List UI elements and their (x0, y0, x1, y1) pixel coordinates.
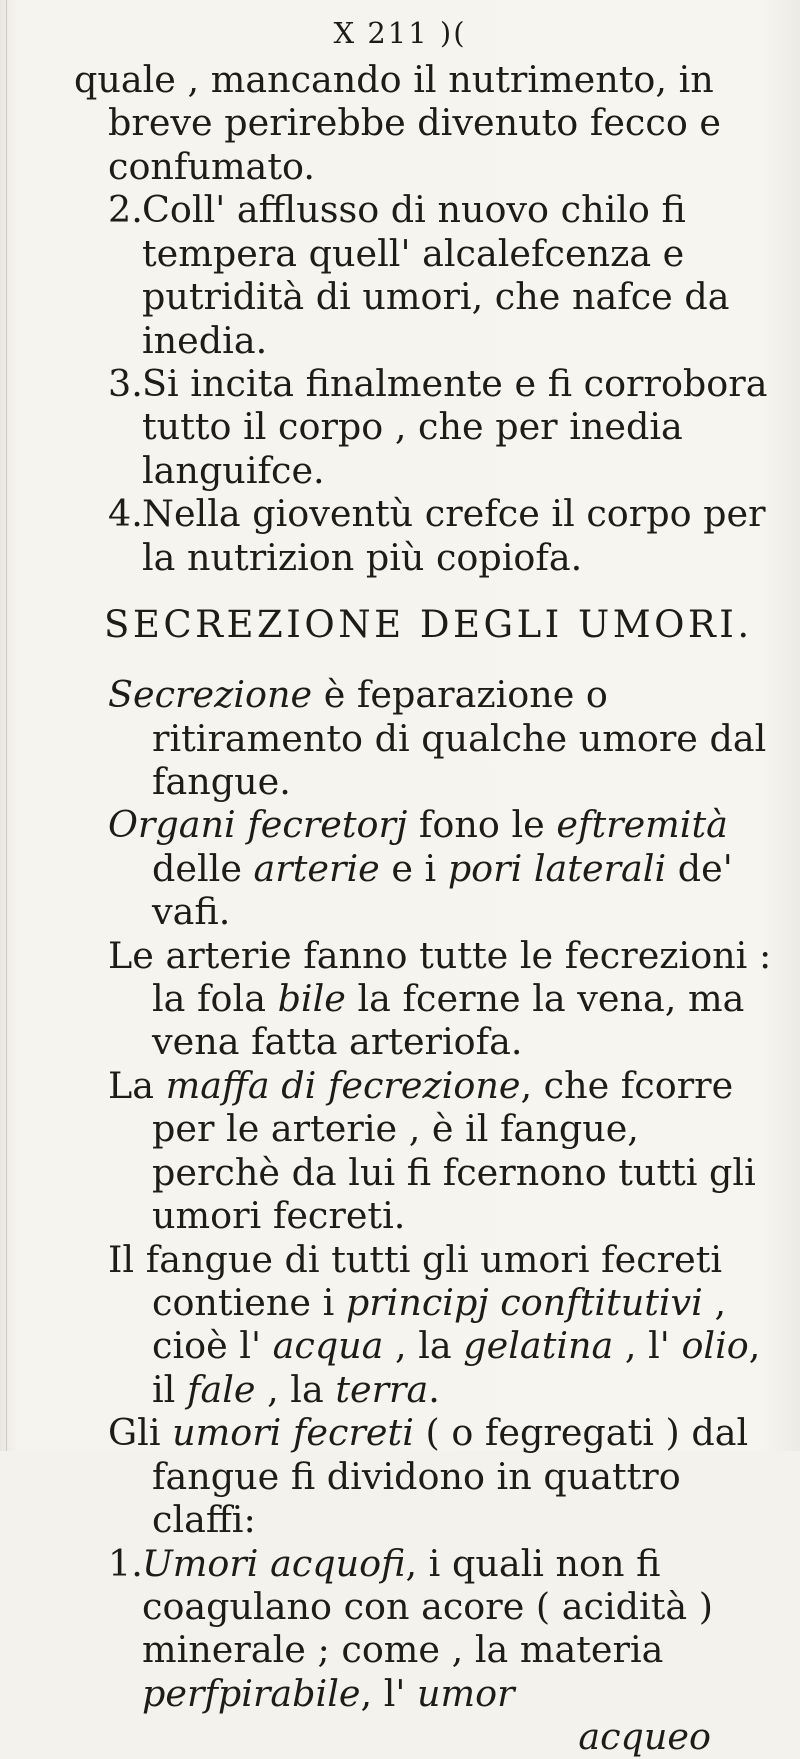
term: olio (681, 1324, 749, 1368)
continuation-paragraph (74, 58, 773, 188)
text-run: La (108, 1063, 166, 1107)
item-text: Nella gioventù crefce il corpo per la nutrizion più copiofa. (142, 492, 766, 579)
term: umor (417, 1671, 515, 1715)
text-run: , cioè l' (152, 1280, 727, 1368)
page-body (74, 58, 773, 1759)
term: maffa di fecrezione (165, 1063, 521, 1107)
term: pori laterali (447, 846, 667, 890)
term: fale (186, 1367, 256, 1411)
definition-secrezione (108, 673, 773, 803)
term: Umori acquofi (142, 1541, 406, 1585)
definition-umori-secreti (108, 1411, 773, 1541)
term: Secrezione (108, 673, 313, 717)
text-run: . (428, 1367, 440, 1411)
text-run: , che fcorre per le arterie , è il fangue, perchè da lui fi fcernono tutti gli umori fecreti. (152, 1063, 756, 1238)
term: umori fecreti (172, 1411, 414, 1455)
text-run: , i quali non fi coagulano con acore ( acidità ) minerale ; come , la materia (142, 1541, 713, 1672)
text-run: la fcerne la vena, ma vena fatta arteriofa. (152, 977, 745, 1064)
item-number: 3. (108, 361, 143, 405)
binding-edge (6, 0, 7, 1451)
text-run: , l' (613, 1324, 682, 1368)
text-run: , l' (360, 1671, 417, 1715)
text-run: e i (379, 846, 448, 890)
term: terra (335, 1367, 429, 1411)
list-item-4 (108, 492, 773, 579)
definition-massa (108, 1064, 773, 1238)
text-run: , il (152, 1324, 761, 1411)
text-run: Il fangue di tutti gli umori fecreti contiene i (108, 1237, 723, 1324)
term: gelatina (463, 1324, 614, 1368)
list-item-3 (108, 362, 773, 492)
item-number: 2. (108, 188, 143, 232)
item-text: Coll' afflusso di nuovo chilo fi tempera quell' alcalefcenza e putridità di umori, che nafce da inedia. (142, 188, 730, 362)
term: bile (277, 977, 346, 1021)
definition-arterie (108, 934, 773, 1064)
continuation-text: quale , mancando il nutrimento, in breve perirebbe divenuto fecco e confumato. (74, 58, 721, 188)
term: perfpirabile (142, 1671, 361, 1715)
term: Organi fecretorj (108, 803, 408, 847)
text-run: delle (152, 846, 254, 890)
term: principj conftitutivi (345, 1280, 703, 1324)
text-run: , la (383, 1324, 464, 1368)
text-run: fono le (407, 803, 557, 847)
item-number: 4. (108, 492, 143, 536)
definition-text: è feparazione o ritiramento di qualche umore dal fangue. (152, 673, 767, 803)
definition-organi (108, 803, 773, 933)
catchword: acqueo (578, 1715, 711, 1759)
text-run: Le arterie fanno tutte le fecrezioni : la fola (108, 933, 772, 1021)
term: acqua (272, 1324, 384, 1368)
item-number: 1. (108, 1541, 143, 1585)
list-item-2 (108, 188, 773, 362)
page-header: X 211 )( (333, 16, 467, 50)
item-text: Si incita finalmente e fi corrobora tutto il corpo , che per inedia languifce. (142, 361, 768, 492)
text-run: , la (255, 1367, 336, 1411)
term: arterie (253, 846, 380, 890)
section-title: SECREZIONE DEGLI UMORI. (104, 603, 753, 647)
definition-sangue (108, 1238, 773, 1412)
text-run: Gli (108, 1411, 173, 1455)
text-run: ( o fegregati ) dal fangue fi dividono in quattro claffi: (152, 1411, 749, 1542)
text-run: de' vafi. (152, 846, 733, 934)
term: eftremità (556, 803, 728, 847)
list-item-umori-acquosi (108, 1542, 773, 1716)
